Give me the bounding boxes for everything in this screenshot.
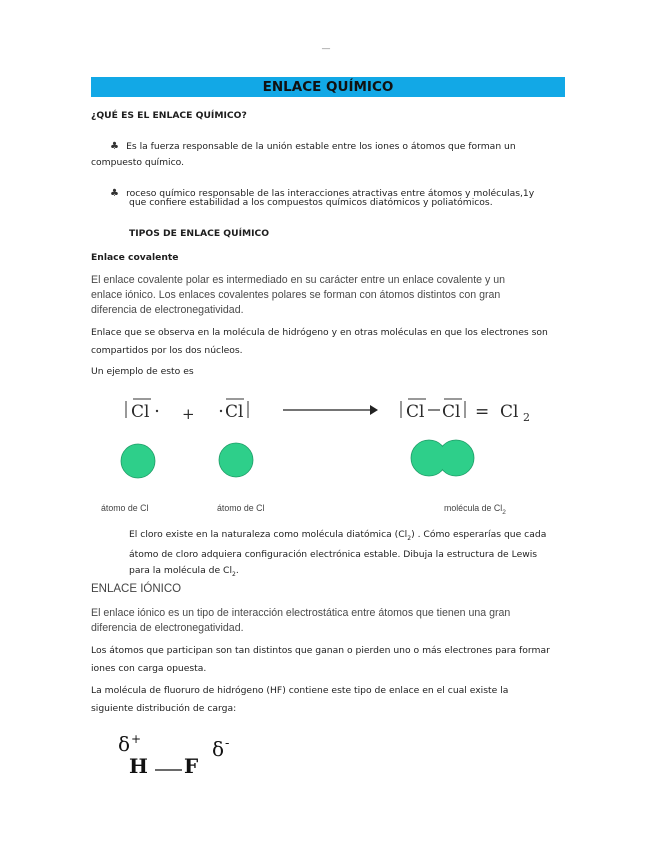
covalent-paragraph-2: [91, 324, 571, 359]
cl-symbol-right: Cl: [225, 402, 244, 422]
bullet-1-continuation: compuesto químico.: [91, 157, 185, 168]
club-bullet-icon: ♣: [110, 188, 119, 199]
arrow-head: [370, 405, 378, 415]
ionic-heading: ENLACE IÓNICO: [91, 583, 182, 595]
bullet-2-continuation: que confiere estabilidad a los compuestos químicos diatómicos y poliatómicos.: [129, 197, 493, 208]
sphere-fill: [412, 441, 446, 475]
covalent-heading: Enlace covalente: [91, 252, 179, 263]
text-line: enlace iónico. Los enlaces covalentes polares se forman con átomos distintos con gran: [91, 289, 501, 301]
cl-product-left: Cl: [406, 402, 425, 422]
page-title: ENLACE QUÍMICO: [91, 77, 565, 97]
chlorine-paragraph: [129, 527, 569, 583]
question-heading: ¿QUÉ ES EL ENLACE QUÍMICO?: [91, 110, 247, 121]
plus-sign: +: [182, 405, 195, 423]
text-line: El cloro existe en la naturaleza como molécula diatómica $(Cl_2)$ . Cómo esperarías que cada: [129, 529, 547, 542]
text-line: para la molécula de $Cl_2$.: [129, 564, 239, 578]
equals-sign: =: [475, 402, 490, 422]
text-line: compartidos por los dos núcleos.: [91, 344, 243, 356]
ionic-paragraph-2: [91, 642, 571, 677]
caption-atom-2: átomo de Cl: [217, 503, 265, 513]
hydrogen-symbol: H: [129, 754, 148, 778]
delta-positive: δ: [118, 732, 131, 756]
header-mark: __: [322, 40, 330, 49]
negative-sign: -: [225, 736, 230, 751]
text-line: átomo de cloro adquiera configuración electrónica estable. Dibuja la estructura de Lewis: [129, 548, 538, 560]
club-bullet-icon: ♣: [110, 141, 119, 152]
electron-dot: [156, 410, 158, 412]
fluorine-symbol: F: [184, 754, 199, 778]
covalent-paragraph-1: [91, 273, 571, 318]
delta-negative: δ: [212, 737, 225, 761]
caption-molecule-text: molécula de Cl: [444, 503, 503, 513]
bullet-1: [110, 134, 516, 153]
chlorine-atom-sphere: [219, 443, 253, 477]
text-line: diferencia de electronegatividad.: [91, 304, 244, 316]
example-label: Un ejemplo de esto es: [91, 366, 194, 377]
electron-dot: [220, 410, 222, 412]
ionic-paragraph-1: [91, 606, 571, 636]
cl2-product: Cl: [500, 402, 519, 422]
text-line: El enlace iónico es un tipo de interacción electrostática entre átomos que tienen una gran: [91, 607, 511, 619]
hf-charge-diagram: [112, 730, 252, 780]
cl-product-right: Cl: [442, 402, 461, 422]
text-line: siguiente distribución de carga:: [91, 702, 237, 714]
text-line: Los átomos que participan son tan distintos que ganan o pierden uno o más electrones para formar: [91, 645, 550, 656]
text-line: El enlace covalente polar es intermediado en su carácter entre un enlace covalente y un: [91, 274, 505, 286]
text-line: La molécula de fluoruro de hidrógeno (HF) contiene este tipo de enlace en el cual existe la: [91, 685, 509, 696]
ionic-paragraph-3: [91, 682, 571, 717]
text-line: Enlace que se observa en la molécula de hidrógeno y en otras moléculas en que los electrones son: [91, 327, 548, 338]
text-line: diferencia de electronegatividad.: [91, 622, 244, 634]
positive-sign: +: [131, 732, 142, 746]
chlorine-atom-sphere: [121, 444, 155, 478]
caption-subscript: 2: [502, 508, 506, 516]
bullet-1-text: Es la fuerza responsable de la unión estable entre los iones o átomos que forman un: [126, 141, 516, 152]
bullet-2-text: roceso químico responsable de las interacciones atractivas entre átomos y moléculas,1y: [126, 188, 535, 199]
caption-atom-1: átomo de Cl: [101, 503, 149, 513]
types-heading: TIPOS DE ENLACE QUÍMICO: [129, 228, 270, 239]
text-line: iones con carga opuesta.: [91, 662, 207, 674]
cl-symbol-left: Cl: [131, 402, 150, 422]
cl2-subscript: 2: [523, 411, 530, 424]
caption-molecule: [444, 503, 506, 516]
